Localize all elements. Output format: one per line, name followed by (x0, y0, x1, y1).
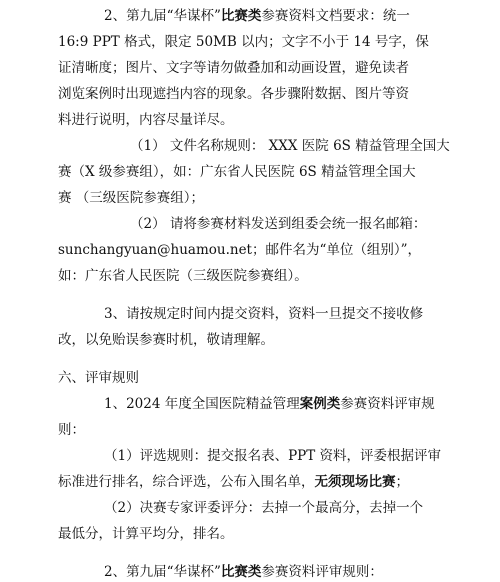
p8-line-1 (104, 562, 383, 582)
text: 参赛资料评审规则： (261, 564, 383, 580)
p1-line-3: 证清晰度；图片、文字等请勿做叠加和动画设置，避免读者 (58, 60, 409, 76)
p6-line-2 (58, 472, 409, 492)
p6-line-1: （1）评选规则：提交报名表、PPT 资料，评委根据评审 (104, 448, 442, 464)
p4-line-1: 3、请按规定时间内提交资料，资料一旦提交不接收修 (104, 306, 424, 322)
text: 参赛资料评审规 (340, 396, 435, 412)
text: ； (395, 474, 409, 490)
p5-line-2: 则： (58, 422, 85, 438)
p1-line-4: 浏览案例时出现遮挡内容的现象。各步骤附数据、图片等资 (58, 86, 409, 102)
text: 2、第九届“华谋杯” (104, 8, 221, 24)
section-heading: 六、评审规则 (58, 370, 139, 386)
bold-text: 比赛类 (220, 8, 262, 24)
p1-line-2: 16:9 PPT 格式，限定 50MB 以内；文字不小于 14 号字，保 (58, 34, 429, 50)
p4-line-2: 改，以免贻误参赛时机，敬请理解。 (58, 332, 274, 348)
p7-line-1: （2）决赛专家评委评分：去掉一个最高分，去掉一个 (104, 500, 424, 516)
p3-line-2 (58, 240, 421, 260)
bold-text: 无须现场比赛 (314, 474, 396, 490)
p2-line-1: （1） 文件名称规则： XXX 医院 6S 精益管理全国大 (130, 138, 450, 154)
p2-line-3: 赛 （三级医院参赛组）； (58, 190, 205, 206)
p3-line-1: （2） 请将参赛材料发送到组委会统一报名邮箱： (130, 216, 427, 232)
bold-text: 案例类 (299, 396, 341, 412)
p5-line-1 (104, 394, 435, 414)
email-link[interactable]: sunchangyuan@huamou.net (58, 242, 252, 258)
p1-line-1 (104, 6, 410, 26)
text: 1、2024 年度全国医院精益管理 (104, 396, 300, 412)
p7-line-2: 最低分，计算平均分，排名。 (58, 526, 234, 542)
text: 参赛资料文档要求：统一 (261, 8, 410, 24)
text: 标准进行排名，综合评选，公布入围名单， (58, 474, 315, 490)
bold-text: 比赛类 (220, 564, 262, 580)
text: 2、第九届“华谋杯” (104, 564, 221, 580)
text: ；邮件名为“单位（组别）”， (251, 242, 422, 258)
p1-line-5: 料进行说明，内容尽量详尽。 (58, 112, 234, 128)
p3-line-3: 如：广东省人民医院（三级医院参赛组）。 (58, 268, 308, 284)
p2-line-2: 赛（X 级参赛组），如：广东省人民医院 6S 精益管理全国大 (58, 164, 416, 180)
